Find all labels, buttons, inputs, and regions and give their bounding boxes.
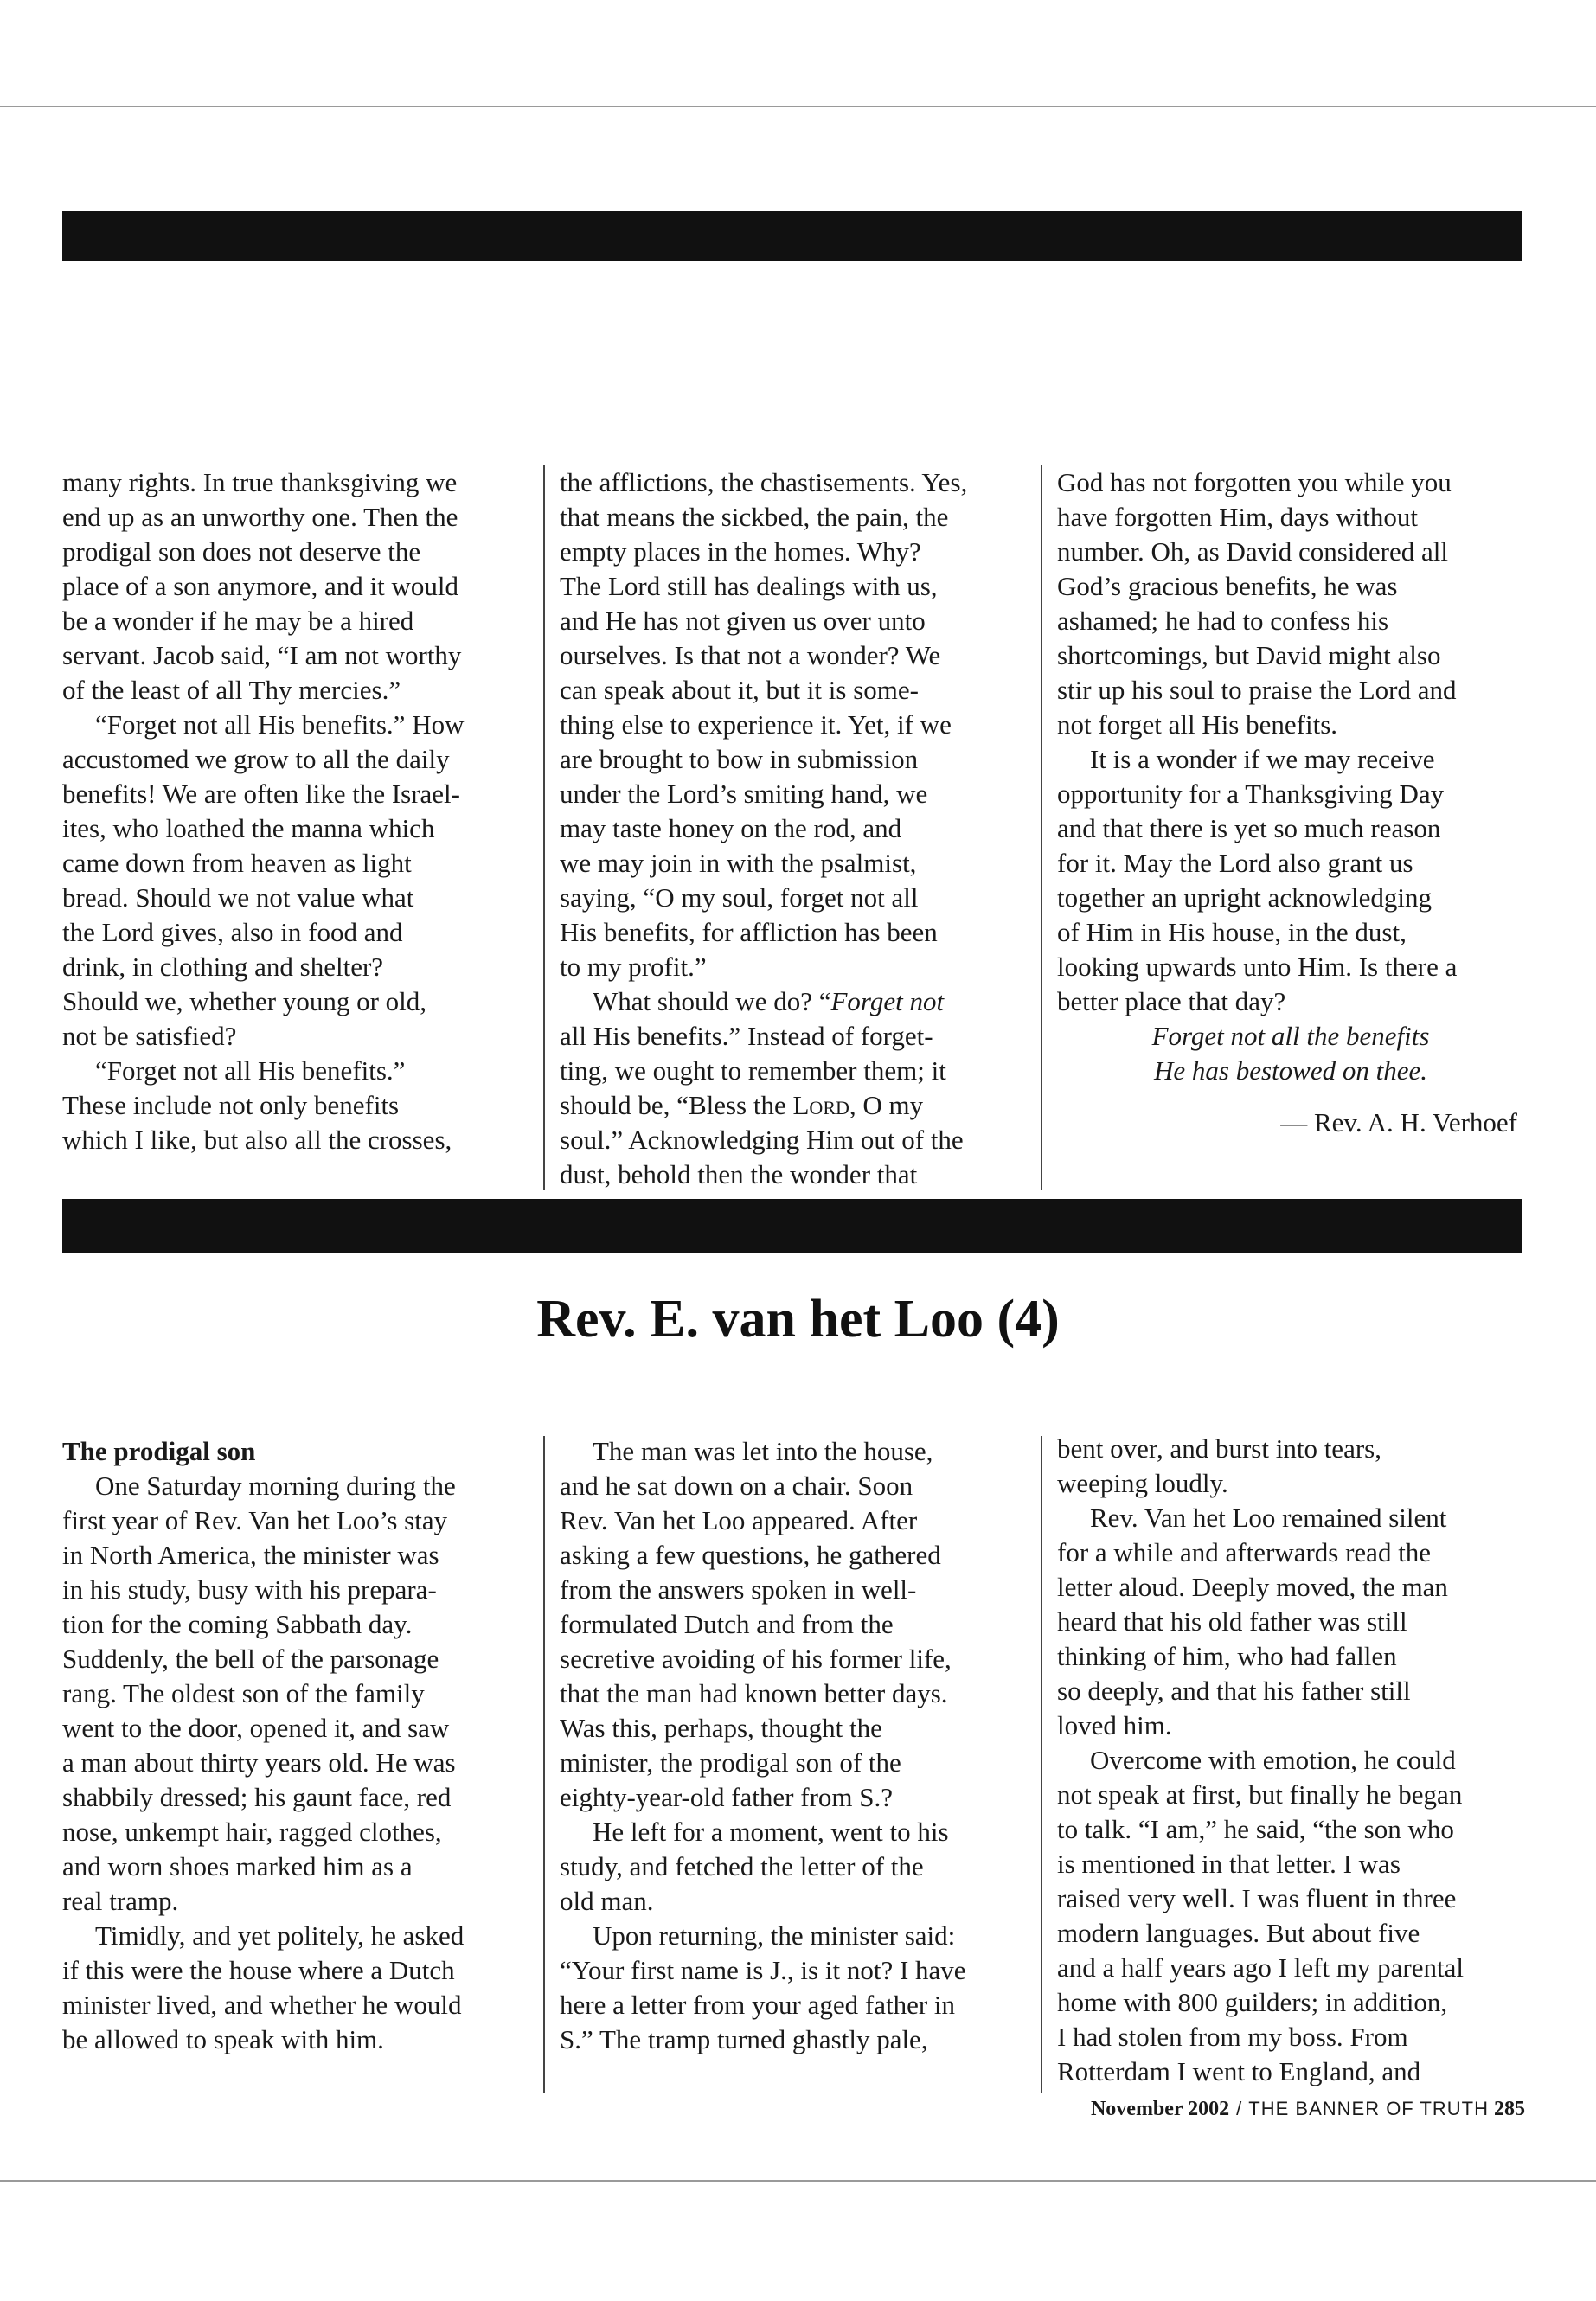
text-line: It is a wonder if we may receive (1090, 744, 1435, 774)
text-line: we may join in with the psalmist, (560, 848, 917, 878)
text-fragment: What should we do? “ (593, 986, 831, 1016)
text-line: Suddenly, the bell of the parsonage (62, 1644, 439, 1674)
text-line: minister, the prodigal son of the (560, 1747, 901, 1778)
text-line: dust, behold then the wonder that (560, 1159, 918, 1189)
text-line: formulated Dutch and from the (560, 1609, 894, 1639)
italic-fragment: Forget not (830, 986, 945, 1016)
text-line: here a letter from your aged father in (560, 1990, 956, 2020)
text-line: a man about thirty years old. He was (62, 1747, 456, 1778)
text-line: not speak at first, but finally he began (1057, 1779, 1463, 1810)
text-line: which I like, but also all the crosses, (62, 1125, 452, 1155)
text-line: can speak about it, but it is some- (560, 675, 919, 705)
text-line: Should we, whether young or old, (62, 986, 427, 1016)
text-line: drink, in clothing and shelter? (62, 952, 384, 982)
text-line: came down from heaven as light (62, 848, 412, 878)
text-line: ashamed; he had to confess his (1057, 606, 1389, 636)
text-line: are brought to bow in submission (560, 744, 919, 774)
text-line: modern languages. But about five (1057, 1918, 1420, 1948)
text-line: in North America, the minister was (62, 1540, 439, 1570)
text-line (560, 1088, 1035, 1123)
text-line: of Him in His house, in the dust, (1057, 917, 1407, 947)
page-edge-top (0, 106, 1596, 107)
text-line: God has not forgotten you while you (1057, 467, 1452, 497)
column-rule (543, 465, 545, 1190)
text-line: eighty-year-old father from S.? (560, 1782, 894, 1812)
text-line: heard that his old father was still (1057, 1606, 1407, 1637)
text-line: “Forget not all His benefits.” How (95, 709, 465, 740)
text-line: soul.” Acknowledging Him out of the (560, 1125, 964, 1155)
text-line: not forget all His benefits. (1057, 709, 1338, 740)
text-fragment: , O my (849, 1090, 924, 1120)
text-line: and worn shoes marked him as a (62, 1851, 413, 1881)
text-line: not be satisfied? (62, 1021, 237, 1051)
spacer-line (1057, 1088, 1524, 1106)
column-rule (1041, 1436, 1042, 2093)
text-line: looking upwards unto Him. Is there a (1057, 952, 1458, 982)
top-column-2 (560, 465, 1035, 1192)
text-line: thing else to experience it. Yet, if we (560, 709, 952, 740)
article-column-1 (62, 1434, 529, 2057)
text-line: many rights. In true thanksgiving we (62, 467, 458, 497)
text-line: One Saturday morning during the (95, 1471, 456, 1501)
text-line: These include not only benefits (62, 1090, 400, 1120)
text-line: ting, we ought to remember them; it (560, 1055, 946, 1086)
text-line: of the least of all Thy mercies.” (62, 675, 401, 705)
page-number: 285 (1494, 2098, 1525, 2120)
text-line: and a half years ago I left my parental (1057, 1952, 1464, 1983)
text-line: home with 800 guilders; in addition, (1057, 1987, 1448, 2017)
text-line: that means the sickbed, the pain, the (560, 502, 949, 532)
text-line: The man was let into the house, (593, 1436, 933, 1466)
text-line: S.” The tramp turned ghastly pale, (560, 2024, 928, 2054)
text-line: letter aloud. Deeply moved, the man (1057, 1572, 1448, 1602)
text-line: to talk. “I am,” he said, “the son who (1057, 1814, 1454, 1844)
text-line: I had stolen from my boss. From (1057, 2022, 1408, 2052)
footer-separator: / (1236, 2098, 1242, 2119)
text-line: bread. Should we not value what (62, 882, 414, 913)
text-line: Rev. Van het Loo remained silent (1090, 1503, 1447, 1533)
section-heading: The prodigal son (62, 1436, 256, 1466)
text-line: from the answers spoken in well- (560, 1574, 917, 1605)
text-line: the Lord gives, also in food and (62, 917, 403, 947)
small-caps-fragment: Lord (792, 1090, 849, 1120)
top-column-3 (1057, 465, 1524, 1140)
text-line: thinking of him, who had fallen (1057, 1641, 1397, 1671)
text-line: and he sat down on a chair. Soon (560, 1471, 913, 1501)
text-line: “Forget not all His benefits.” (95, 1055, 406, 1086)
text-line: stir up his soul to praise the Lord and (1057, 675, 1457, 705)
text-line: Rotterdam I went to England, and (1057, 2056, 1421, 2086)
text-line: Was this, perhaps, thought the (560, 1713, 882, 1743)
text-line: rang. The oldest son of the family (62, 1678, 425, 1708)
text-line: and He has not given us over unto (560, 606, 926, 636)
text-line: so deeply, and that his father still (1057, 1676, 1411, 1706)
text-line: Rev. Van het Loo appeared. After (560, 1505, 918, 1535)
text-line: be a wonder if he may be a hired (62, 606, 414, 636)
text-line: better place that day? (1057, 986, 1286, 1016)
text-line: study, and fetched the letter of the (560, 1851, 924, 1881)
text-line: if this were the house where a Dutch (62, 1955, 455, 1985)
text-line: Upon returning, the minister said: (593, 1920, 956, 1951)
text-line: secretive avoiding of his former life, (560, 1644, 952, 1674)
text-line: Overcome with emotion, he could (1090, 1745, 1456, 1775)
text-line: tion for the coming Sabbath day. (62, 1609, 413, 1639)
text-line: God’s gracious benefits, he was (1057, 571, 1398, 601)
text-line: prodigal son does not deserve the (62, 536, 421, 567)
top-column-1 (62, 465, 529, 1157)
text-line: the afflictions, the chastisements. Yes, (560, 467, 968, 497)
text-line: ourselves. Is that not a wonder? We (560, 640, 941, 670)
text-line: under the Lord’s smiting hand, we (560, 779, 928, 809)
text-line: The Lord still has dealings with us, (560, 571, 938, 601)
column-rule (1041, 465, 1042, 1190)
text-line: place of a son anymore, and it would (62, 571, 458, 601)
text-line: in his study, busy with his prepara- (62, 1574, 437, 1605)
text-line: for it. May the Lord also grant us (1057, 848, 1413, 878)
footer-publication: THE BANNER OF TRUTH (1248, 2098, 1489, 2119)
page-footer (1091, 2098, 1525, 2120)
article-column-3 (1057, 1432, 1524, 2089)
text-line: benefits! We are often like the Israel- (62, 779, 460, 809)
text-line: shabbily dressed; his gaunt face, red (62, 1782, 452, 1812)
text-line: raised very well. I was fluent in three (1057, 1883, 1457, 1913)
text-line: together an upright acknowledging (1057, 882, 1433, 913)
text-fragment: should be, “Bless the (560, 1090, 793, 1120)
text-line: empty places in the homes. Why? (560, 536, 921, 567)
section-divider-bar (62, 1199, 1522, 1253)
text-line: weeping loudly. (1057, 1468, 1228, 1498)
text-line: Timidly, and yet politely, he asked (95, 1920, 465, 1951)
text-line: loved him. (1057, 1710, 1172, 1740)
text-line: and that there is yet so much reason (1057, 813, 1441, 843)
text-line (560, 984, 1035, 1019)
closing-verse-line: Forget not all the benefits (1151, 1021, 1430, 1051)
text-line: be allowed to speak with him. (62, 2024, 384, 2054)
text-line: number. Oh, as David considered all (1057, 536, 1448, 567)
text-line: minister lived, and whether he would (62, 1990, 462, 2020)
page-edge-bottom (0, 2180, 1596, 2182)
text-line: He left for a moment, went to his (593, 1817, 949, 1847)
text-line: opportunity for a Thanksgiving Day (1057, 779, 1445, 809)
text-line: accustomed we grow to all the daily (62, 744, 450, 774)
article-column-2 (560, 1434, 1035, 2057)
closing-verse-line: He has bestowed on thee. (1154, 1055, 1427, 1086)
text-line: have forgotten Him, days without (1057, 502, 1419, 532)
text-line: first year of Rev. Van het Loo’s stay (62, 1505, 448, 1535)
text-line: end up as an unworthy one. Then the (62, 502, 458, 532)
text-line: to my profit.” (560, 952, 707, 982)
text-line: “Your first name is J., is it not? I have (560, 1955, 966, 1985)
author-signature: — Rev. A. H. Verhoef (1280, 1107, 1517, 1138)
text-line: old man. (560, 1886, 654, 1916)
text-line: saying, “O my soul, forget not all (560, 882, 919, 913)
text-line: real tramp. (62, 1886, 179, 1916)
text-line: bent over, and burst into tears, (1057, 1433, 1381, 1464)
top-banner-bar (62, 211, 1522, 261)
text-line: nose, unkempt hair, ragged clothes, (62, 1817, 442, 1847)
text-line: ites, who loathed the manna which (62, 813, 435, 843)
column-rule (543, 1436, 545, 2093)
text-line: all His benefits.” Instead of forget- (560, 1021, 933, 1051)
text-line: shortcomings, but David might also (1057, 640, 1441, 670)
text-line: may taste honey on the rod, and (560, 813, 902, 843)
text-line: went to the door, opened it, and saw (62, 1713, 450, 1743)
text-line: servant. Jacob said, “I am not worthy (62, 640, 462, 670)
text-line: is mentioned in that letter. I was (1057, 1849, 1401, 1879)
article-title: Rev. E. van het Loo (4) (536, 1290, 1060, 1349)
text-line: asking a few questions, he gathered (560, 1540, 941, 1570)
text-line: for a while and afterwards read the (1057, 1537, 1432, 1567)
text-line: His benefits, for affliction has been (560, 917, 938, 947)
text-line: that the man had known better days. (560, 1678, 948, 1708)
footer-date: November 2002 (1090, 2098, 1230, 2120)
